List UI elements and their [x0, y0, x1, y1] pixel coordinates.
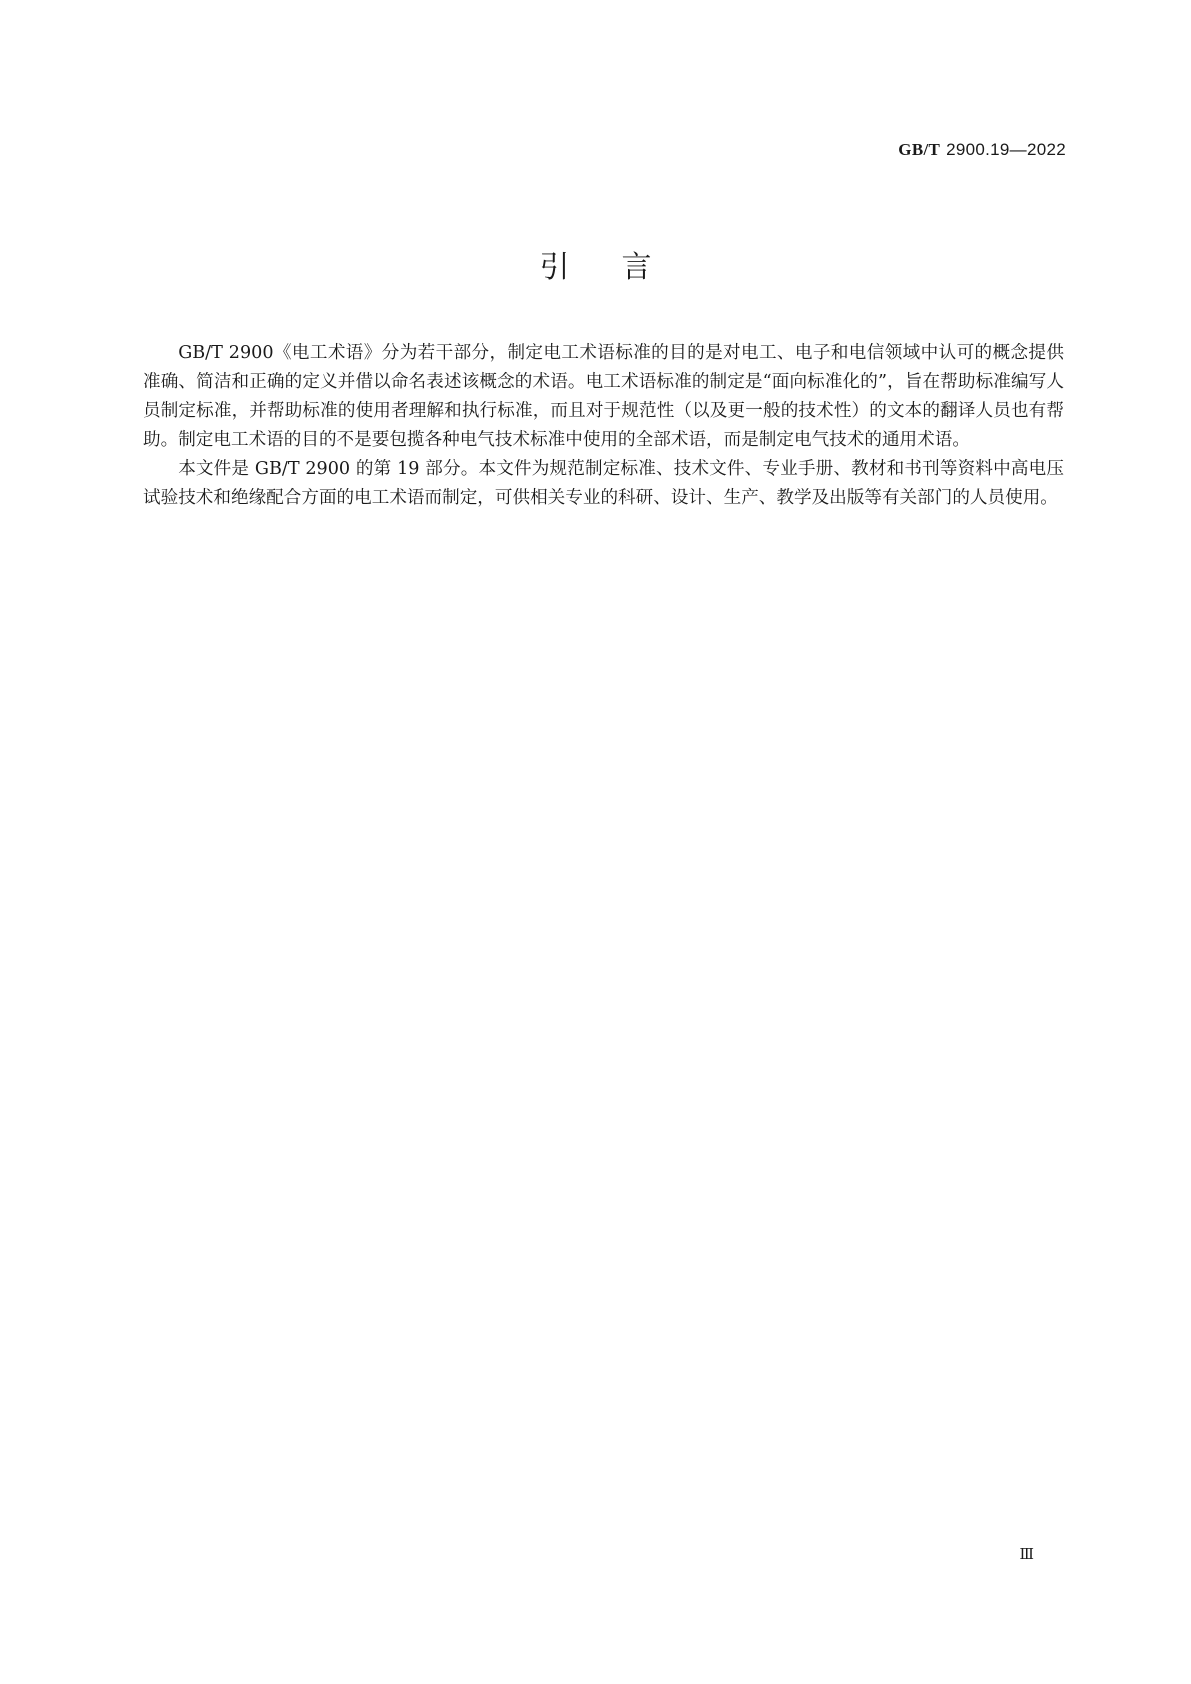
- paragraph: GB/T 2900《电工术语》分为若干部分，制定电工术语标准的目的是对电工、电子和电信领域中认可的概念提供准确、简洁和正确的定义并借以命名表述该概念的术语。电工术语标准的制定是“面向标准化的”，旨在帮助标准编写人员制定标准，并帮助标准的使用者理解和执行标准，而且对于规范性（以及更一般的技术性）的文本的翻译人员也有帮助。制定电工术语的目的不是要包揽各种电气技术标准中使用的全部术语，而是制定电气技术的通用术语。: [143, 343, 1064, 450]
- paragraph: 本文件是 GB/T 2900 的第 19 部分。本文件为规范制定标准、技术文件、专业手册、教材和书刊等资料中高电压试验技术和绝缘配合方面的电工术语而制定，可供相关专业的科研、设计、生产、教学及出版等有关部门的人员使用。: [143, 459, 1064, 508]
- page-number: Ⅲ: [1019, 1547, 1034, 1563]
- standard-header: [898, 140, 1066, 160]
- body-text: [143, 339, 1064, 513]
- page-title: 引言: [539, 250, 704, 285]
- standard-prefix: GB/T: [898, 140, 941, 159]
- standard-number: 2900.19—2022: [946, 140, 1066, 159]
